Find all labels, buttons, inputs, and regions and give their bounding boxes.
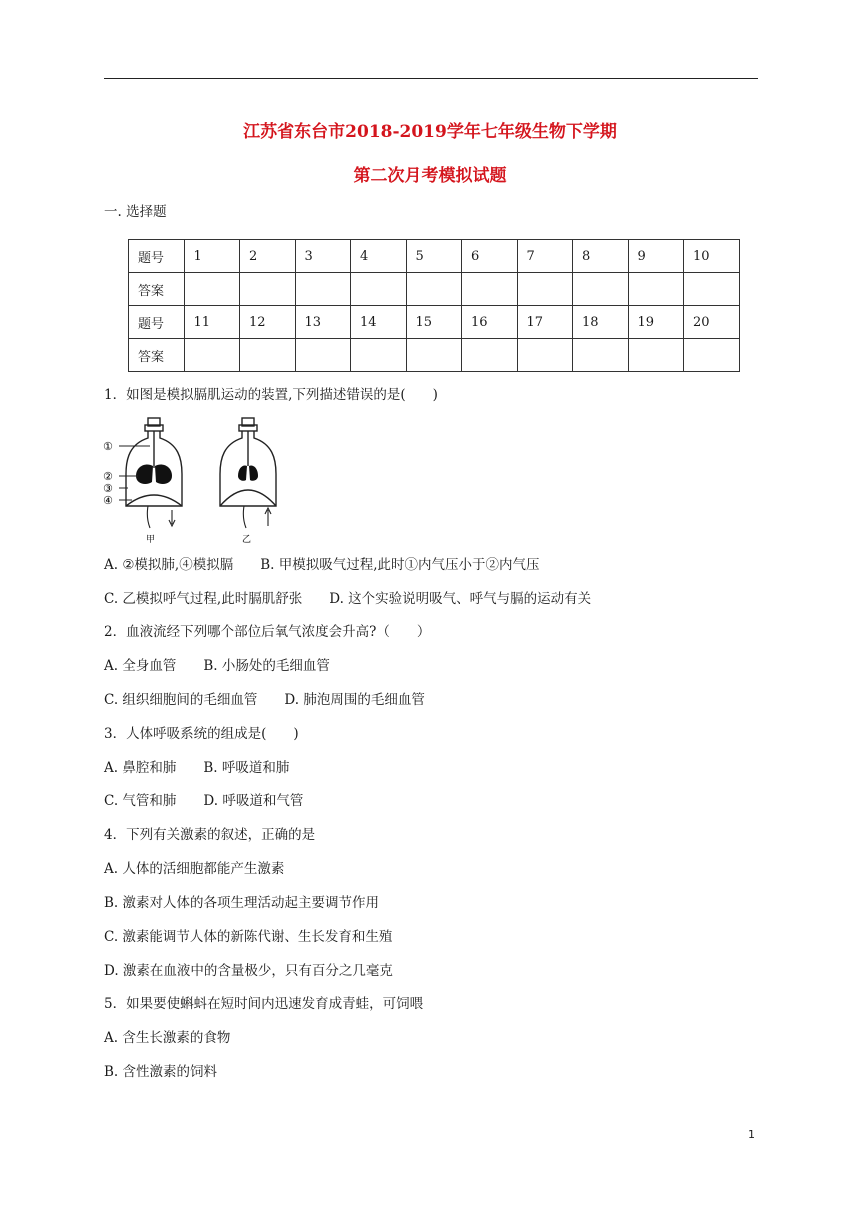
question-2-options-cd: C. 组织细胞间的毛细血管 D. 肺泡周围的毛细血管 bbox=[104, 692, 425, 708]
answer-cell[interactable] bbox=[628, 273, 684, 306]
question-2-stem: 2．血液流经下列哪个部位后氧气浓度会升高?（ ） bbox=[104, 624, 431, 640]
question-4-stem: 4．下列有关激素的叙述，正确的是 bbox=[104, 827, 316, 843]
answer-cell[interactable] bbox=[295, 339, 351, 372]
answer-table bbox=[128, 239, 740, 372]
row-label: 题号 bbox=[129, 306, 185, 339]
caption-left: 甲 bbox=[146, 535, 156, 545]
section-heading: 一. 选择题 bbox=[104, 204, 167, 220]
answer-cell[interactable] bbox=[240, 339, 296, 372]
answer-cell[interactable] bbox=[462, 273, 518, 306]
question-number: 3 bbox=[295, 240, 351, 273]
answer-cell[interactable] bbox=[573, 339, 629, 372]
question-number: 2 bbox=[240, 240, 296, 273]
answer-cell[interactable] bbox=[351, 273, 407, 306]
answer-cell[interactable] bbox=[462, 339, 518, 372]
question-5-option-b: B. 含性激素的饲料 bbox=[104, 1064, 218, 1080]
question-number: 17 bbox=[517, 306, 573, 339]
question-number: 13 bbox=[295, 306, 351, 339]
question-number: 20 bbox=[684, 306, 740, 339]
answer-cell[interactable] bbox=[240, 273, 296, 306]
question-4-option-a: A. 人体的活细胞都能产生激素 bbox=[104, 861, 285, 877]
answer-cell[interactable] bbox=[295, 273, 351, 306]
label-1: ① bbox=[103, 440, 113, 453]
answer-cell[interactable] bbox=[406, 339, 462, 372]
answer-cell[interactable] bbox=[684, 339, 740, 372]
table-row bbox=[129, 339, 740, 372]
question-1-options-cd: C. 乙模拟呼气过程,此时膈肌舒张 D. 这个实验说明吸气、呼气与膈的运动有关 bbox=[104, 591, 592, 607]
question-number: 16 bbox=[462, 306, 518, 339]
diaphragm-model-figure bbox=[102, 414, 302, 546]
table-row bbox=[129, 306, 740, 339]
question-number: 1 bbox=[184, 240, 240, 273]
question-1-stem: 1．如图是模拟膈肌运动的装置,下列描述错误的是( ) bbox=[104, 387, 438, 403]
doc-title-line1: 江苏省东台市2018-2019学年七年级生物下学期 bbox=[243, 122, 617, 142]
answer-cell[interactable] bbox=[517, 273, 573, 306]
row-label: 答案 bbox=[129, 339, 185, 372]
lungs-right bbox=[238, 465, 258, 480]
answer-cell[interactable] bbox=[684, 273, 740, 306]
row-label: 答案 bbox=[129, 273, 185, 306]
answer-cell[interactable] bbox=[184, 273, 240, 306]
question-4-option-b: B. 激素对人体的各项生理活动起主要调节作用 bbox=[104, 895, 380, 911]
question-number: 9 bbox=[628, 240, 684, 273]
question-number: 10 bbox=[684, 240, 740, 273]
question-3-options-ab: A. 鼻腔和肺 B. 呼吸道和肺 bbox=[104, 760, 290, 776]
question-4-option-d: D. 激素在血液中的含量极少，只有百分之几毫克 bbox=[104, 963, 393, 979]
answer-cell[interactable] bbox=[184, 339, 240, 372]
label-4: ④ bbox=[103, 494, 113, 507]
header-rule bbox=[104, 78, 758, 79]
caption-right: 乙 bbox=[242, 535, 252, 545]
table-row bbox=[129, 240, 740, 273]
question-number: 5 bbox=[406, 240, 462, 273]
answer-cell[interactable] bbox=[406, 273, 462, 306]
answer-cell[interactable] bbox=[517, 339, 573, 372]
question-number: 12 bbox=[240, 306, 296, 339]
page-number: 1 bbox=[748, 1128, 755, 1141]
label-3: ③ bbox=[103, 482, 113, 495]
question-2-options-ab: A. 全身血管 B. 小肠处的毛细血管 bbox=[104, 658, 330, 674]
table-row bbox=[129, 273, 740, 306]
question-number: 6 bbox=[462, 240, 518, 273]
answer-cell[interactable] bbox=[628, 339, 684, 372]
question-number: 4 bbox=[351, 240, 407, 273]
answer-cell[interactable] bbox=[351, 339, 407, 372]
question-4-option-c: C. 激素能调节人体的新陈代谢、生长发育和生殖 bbox=[104, 929, 393, 945]
question-number: 14 bbox=[351, 306, 407, 339]
question-number: 8 bbox=[573, 240, 629, 273]
question-number: 19 bbox=[628, 306, 684, 339]
row-label: 题号 bbox=[129, 240, 185, 273]
question-3-options-cd: C. 气管和肺 D. 呼吸道和气管 bbox=[104, 793, 304, 809]
label-2: ② bbox=[103, 470, 113, 483]
doc-title-line2: 第二次月考模拟试题 bbox=[353, 166, 507, 186]
question-5-stem: 5．如果要使蝌蚪在短时间内迅速发育成青蛙，可饲喂 bbox=[104, 996, 424, 1012]
question-number: 15 bbox=[406, 306, 462, 339]
bell-jar-right bbox=[220, 418, 276, 528]
question-1-options-ab: A. ②模拟肺,④模拟膈 B. 甲模拟吸气过程,此时①内气压小于②内气压 bbox=[104, 557, 540, 573]
bell-jar-left bbox=[126, 418, 182, 528]
question-number: 18 bbox=[573, 306, 629, 339]
question-3-stem: 3．人体呼吸系统的组成是( ) bbox=[104, 726, 299, 742]
question-number: 11 bbox=[184, 306, 240, 339]
answer-cell[interactable] bbox=[573, 273, 629, 306]
question-number: 7 bbox=[517, 240, 573, 273]
question-5-option-a: A. 含生长激素的食物 bbox=[104, 1030, 231, 1046]
